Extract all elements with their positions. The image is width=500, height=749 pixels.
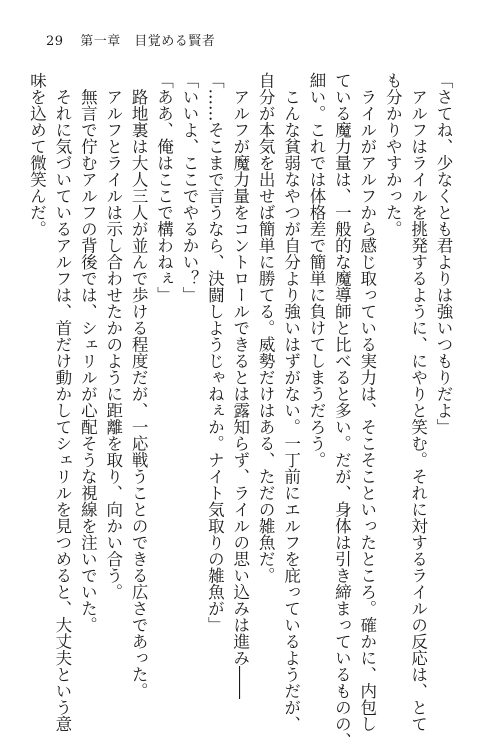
chapter-title: 第一章 目覚める賢者 — [80, 34, 216, 49]
text-line: アルフとライルは示し合わせたかのように距離を取り、向かい合う。 — [103, 72, 123, 600]
text-line: 「さてね、少なくとも君よりは強いつもりだよ」 — [434, 72, 453, 435]
running-header — [46, 30, 215, 49]
text-line: アルフが魔力量をコントロールできるとは露知らず、ライルの思い込みは進み―― — [230, 72, 250, 699]
text-line: 路地裏は大人三人が並んで歩ける程度だが、一応戦うことのできる広さであった。 — [129, 72, 149, 699]
text-line: 自分が本気を出せば簡単に勝てる。威勢だけはある、ただの雑魚だ。 — [256, 72, 276, 584]
text-line: 「いいよ、ここでやるかい？」 — [179, 72, 199, 303]
text-line: ている魔力量は、一般的な魔導師と比べると多い。だが、身体は引き締まっているものの、 — [332, 72, 352, 749]
text-line: それに気づいているアルフは、首だけ動かしてシェリルを見つめると、大丈夫という意 — [52, 72, 72, 732]
text-line: も分かりやすかった。 — [383, 72, 403, 237]
text-line: 無言で佇むアルフの背後では、シェリルが心配そうな視線を注いでいた。 — [78, 72, 98, 633]
text-line: こんな貧弱なやつが自分より強いはずがない。一丁前にエルフを庇っているようだが、 — [281, 72, 301, 732]
text-line: 「ああ、俺はここで構わねぇ」 — [154, 72, 174, 303]
text-line: 味を込めて微笑んだ。 — [27, 72, 47, 237]
text-line: 細い。これでは体格差で簡単に負けてしまうだろう。 — [306, 72, 326, 468]
vertical-text-body — [24, 72, 456, 749]
text-line: アルフはライルを挑発するように、にやりと笑む。それに対するライルの反応は、とて — [408, 72, 428, 732]
text-line: ライルがアルフから感じ取っている実力は、そこそこといったところ。確かに、内包し — [357, 72, 377, 732]
text-line: 「……そこまで言うなら、決闘しようじゃねぇか。ナイト気取りの雑魚が」 — [205, 72, 225, 633]
page-number: 29 — [46, 34, 64, 49]
